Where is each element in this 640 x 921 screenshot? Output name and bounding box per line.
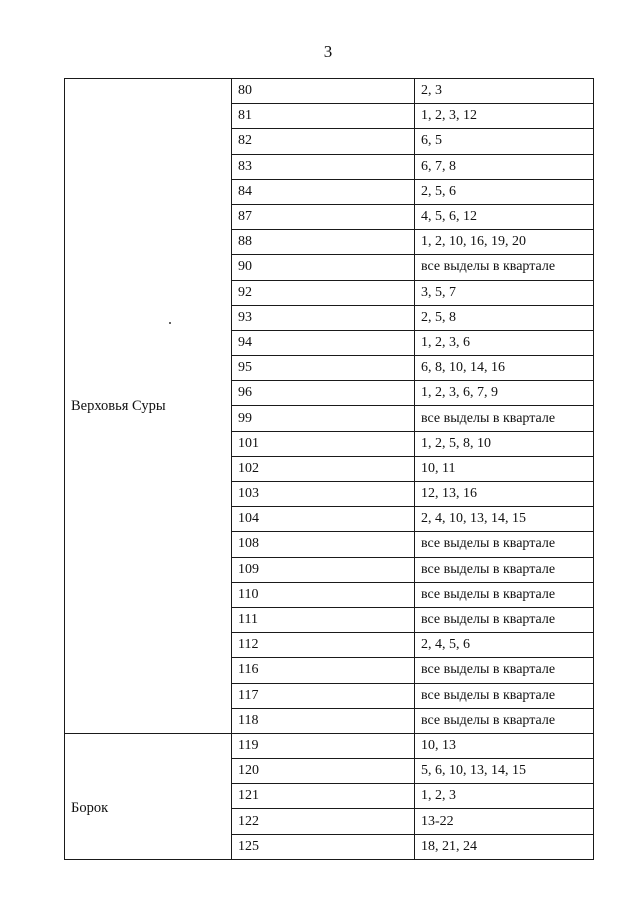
vydely-cell: 1, 2, 3 — [415, 784, 594, 809]
vydely-cell: 18, 21, 24 — [415, 834, 594, 859]
kvartal-cell: 116 — [232, 658, 415, 683]
vydely-cell: 1, 2, 10, 16, 19, 20 — [415, 230, 594, 255]
vydely-cell: 13-22 — [415, 809, 594, 834]
vydely-cell: 6, 8, 10, 14, 16 — [415, 356, 594, 381]
kvartal-cell: 102 — [232, 456, 415, 481]
kvartal-cell: 93 — [232, 305, 415, 330]
kvartal-cell: 109 — [232, 557, 415, 582]
vydely-cell: все выделы в квартале — [415, 582, 594, 607]
kvartal-cell: 88 — [232, 230, 415, 255]
vydely-cell: 2, 4, 10, 13, 14, 15 — [415, 507, 594, 532]
kvartal-cell: 87 — [232, 204, 415, 229]
kvartal-cell: 119 — [232, 733, 415, 758]
vydely-cell: 2, 4, 5, 6 — [415, 633, 594, 658]
vydely-cell: 10, 13 — [415, 733, 594, 758]
vydely-cell: 2, 3 — [415, 79, 594, 104]
vydely-cell: все выделы в квартале — [415, 708, 594, 733]
kvartal-cell: 121 — [232, 784, 415, 809]
vydely-cell: 6, 7, 8 — [415, 154, 594, 179]
vydely-cell: 12, 13, 16 — [415, 482, 594, 507]
page-number: 3 — [323, 42, 333, 61]
kvartal-cell: 104 — [232, 507, 415, 532]
kvartal-cell: 101 — [232, 431, 415, 456]
kvartal-cell: 92 — [232, 280, 415, 305]
vydely-cell: все выделы в квартале — [415, 406, 594, 431]
table-row — [65, 79, 594, 104]
table-row — [65, 733, 594, 758]
vydely-cell: все выделы в квартале — [415, 683, 594, 708]
vydely-cell: 10, 11 — [415, 456, 594, 481]
vydely-cell: 2, 5, 8 — [415, 305, 594, 330]
kvartal-cell: 81 — [232, 104, 415, 129]
vydely-cell: 1, 2, 3, 6 — [415, 330, 594, 355]
vydely-cell: 1, 2, 3, 12 — [415, 104, 594, 129]
vydely-cell: 6, 5 — [415, 129, 594, 154]
kvartal-cell: 90 — [232, 255, 415, 280]
kvartal-cell: 103 — [232, 482, 415, 507]
kvartal-cell: 84 — [232, 179, 415, 204]
area-name-cell: Борок — [65, 733, 232, 859]
vydely-cell: 3, 5, 7 — [415, 280, 594, 305]
kvartal-cell: 94 — [232, 330, 415, 355]
kvartal-cell: 95 — [232, 356, 415, 381]
kvartal-cell: 80 — [232, 79, 415, 104]
scan-speck — [169, 322, 171, 324]
vydely-cell: 4, 5, 6, 12 — [415, 204, 594, 229]
vydely-cell: все выделы в квартале — [415, 658, 594, 683]
forest-quarters-table — [64, 78, 594, 860]
vydely-cell: все выделы в квартале — [415, 532, 594, 557]
kvartal-cell: 118 — [232, 708, 415, 733]
kvartal-cell: 120 — [232, 759, 415, 784]
kvartal-cell: 110 — [232, 582, 415, 607]
vydely-cell: все выделы в квартале — [415, 557, 594, 582]
vydely-cell: 1, 2, 3, 6, 7, 9 — [415, 381, 594, 406]
vydely-cell: все выделы в квартале — [415, 607, 594, 632]
kvartal-cell: 122 — [232, 809, 415, 834]
kvartal-cell: 83 — [232, 154, 415, 179]
kvartal-cell: 82 — [232, 129, 415, 154]
kvartal-cell: 112 — [232, 633, 415, 658]
vydely-cell: все выделы в квартале — [415, 255, 594, 280]
vydely-cell: 1, 2, 5, 8, 10 — [415, 431, 594, 456]
kvartal-cell: 117 — [232, 683, 415, 708]
kvartal-cell: 108 — [232, 532, 415, 557]
area-name-cell: Верховья Суры — [65, 79, 232, 734]
kvartal-cell: 96 — [232, 381, 415, 406]
vydely-cell: 5, 6, 10, 13, 14, 15 — [415, 759, 594, 784]
kvartal-cell: 111 — [232, 607, 415, 632]
kvartal-cell: 125 — [232, 834, 415, 859]
vydely-cell: 2, 5, 6 — [415, 179, 594, 204]
kvartal-cell: 99 — [232, 406, 415, 431]
